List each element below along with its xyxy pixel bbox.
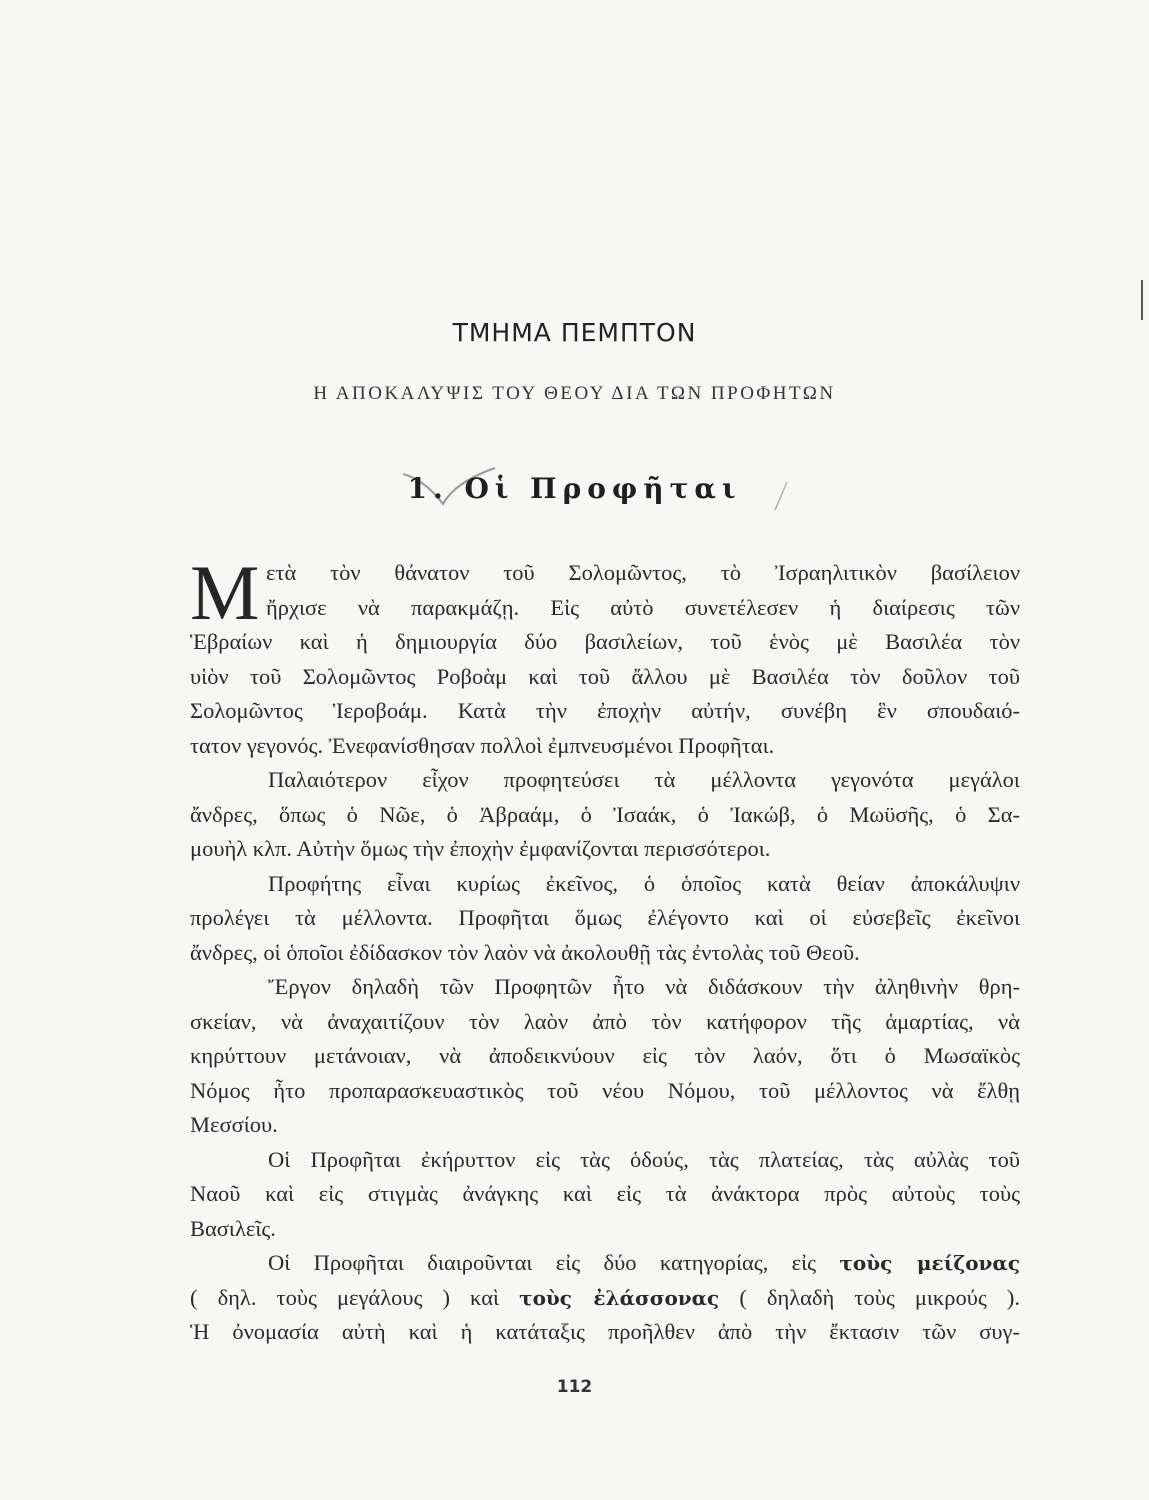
text-line: Ἔργον δηλαδὴ τῶν Προφητῶν ἦτο νὰ διδάσκουν τὴν ἀληθινὴν θρη- (268, 974, 1020, 999)
text-line: Ἡ ὀνομασία αὐτὴ καὶ ἡ κατάταξις προῆλθεν ἀπὸ τὴν ἔκτασιν τῶν συγ- (190, 1319, 1020, 1344)
text-line (190, 1246, 1020, 1281)
text-line: Προφήτης εἶναι κυρίως ἐκεῖνος, ὁ ὁποῖος κατὰ θείαν ἀποκάλυψιν (268, 870, 1020, 896)
text-line: Παλαιότερον εἶχον προφητεύσει τὰ μέλλοντα γεγονότα μεγάλοι (268, 767, 1020, 792)
text-line: Ἑβραίων καὶ ἡ δημιουργία δύο βασιλείων, τοῦ ἑνὸς μὲ Βασιλέα τὸν (190, 629, 1020, 654)
section-title: ΤΜΗΜΑ ΠΕΜΠΤΟΝ (452, 318, 697, 347)
page-number: 112 (556, 1377, 593, 1397)
text-line: υἱὸν τοῦ Σολομῶντος Ροβοὰμ καὶ τοῦ ἄλλου μὲ Βασιλέα τὸν δοῦλον τοῦ (190, 663, 1020, 689)
text-line: ἤρχισε νὰ παρακμάζῃ. Εἰς αὐτὸ συνετέλεσεν ἡ διαίρεσις τῶν (266, 594, 1020, 620)
text-line: Σολομῶντος Ἱεροβοάμ. Κατὰ τὴν ἐποχὴν αὐτήν, συνέβη ἓν σπουδαιό- (190, 698, 1020, 723)
text-line: Οἱ Προφῆται ἐκήρυττον εἰς τὰς ὁδούς, τὰς πλατείας, τὰς αὐλὰς τοῦ (268, 1146, 1020, 1172)
text-line: ετὰ τὸν θάνατον τοῦ Σολομῶντος, τὸ Ἰσραηλιτικὸν βασίλειον (266, 560, 1020, 585)
text-line: Μεσσίου. (190, 1112, 278, 1137)
body-text (190, 549, 1020, 1350)
text-line: προλέγει τὰ μέλλοντα. Προφῆται ὅμως ἐλέγοντο καὶ οἱ εὐσεβεῖς ἐκεῖνοι (190, 905, 1020, 930)
text-line: Ναοῦ καὶ εἰς στιγμὰς ἀνάγκης καὶ εἰς τὰ ἀνάκτορα πρὸς αὐτοὺς τοὺς (190, 1181, 1020, 1206)
text-segment: ( δηλαδὴ τοὺς μικρούς ). (719, 1284, 1020, 1310)
text-line: κηρύττουν μετάνοιαν, νὰ ἀποδεικνύουν εἰς τὸν λαόν, ὅτι ὁ Μωσαϊκὸς (190, 1043, 1020, 1068)
text-segment: Οἱ Προφῆται διαιροῦνται εἰς δύο κατηγορίας, εἰς (268, 1250, 840, 1275)
text-line: Νόμος ἦτο προπαρασκευαστικὸς τοῦ νέου Νόμου, τοῦ μέλλοντος νὰ ἔλθῃ (190, 1077, 1020, 1103)
text-line: ἄνδρες, ὅπως ὁ Νῶε, ὁ Ἀβραάμ, ὁ Ἰσαάκ, ὁ Ἰακώβ, ὁ Μωϋσῆς, ὁ Σα- (190, 801, 1020, 827)
edge-mark (1141, 280, 1143, 320)
drop-cap: Μ (190, 549, 260, 636)
text-line: Βασιλεῖς. (190, 1215, 276, 1241)
text-line: μουὴλ κλπ. Αὐτὴν ὅμως τὴν ἐποχὴν ἐμφανίζονται περισσότεροι. (190, 836, 771, 861)
section-subtitle: Η ΑΠΟΚΑΛΥΨΙΣ ΤΟΥ ΘΕΟΥ ΔΙΑ ΤΩΝ ΠΡΟΦΗΤΩΝ (313, 383, 836, 404)
text-line (190, 1281, 1020, 1316)
text-line: ἄνδρες, οἱ ὁποῖοι ἐδίδασκον τὸν λαὸν νὰ ἀκολουθῇ τὰς ἐντολὰς τοῦ Θεοῦ. (190, 939, 860, 965)
text-line: τατον γεγονός. Ἐνεφανίσθησαν πολλοὶ ἐμπνευσμένοι Προφῆται. (190, 732, 775, 758)
bold-term-minor: τοὺς ἐλάσσονας (519, 1285, 720, 1310)
text-line: σκείαν, νὰ ἀναχαιτίζουν τὸν λαὸν ἀπὸ τὸν κατήφορον τῆς ἁμαρτίας, νὰ (190, 1008, 1020, 1034)
text-segment: ( δηλ. τοὺς μεγάλους ) καὶ (190, 1284, 520, 1310)
chapter-title: 1. Οἱ Προφῆται (407, 472, 742, 505)
bold-term-major: τοὺς μείζονας (839, 1251, 1020, 1275)
